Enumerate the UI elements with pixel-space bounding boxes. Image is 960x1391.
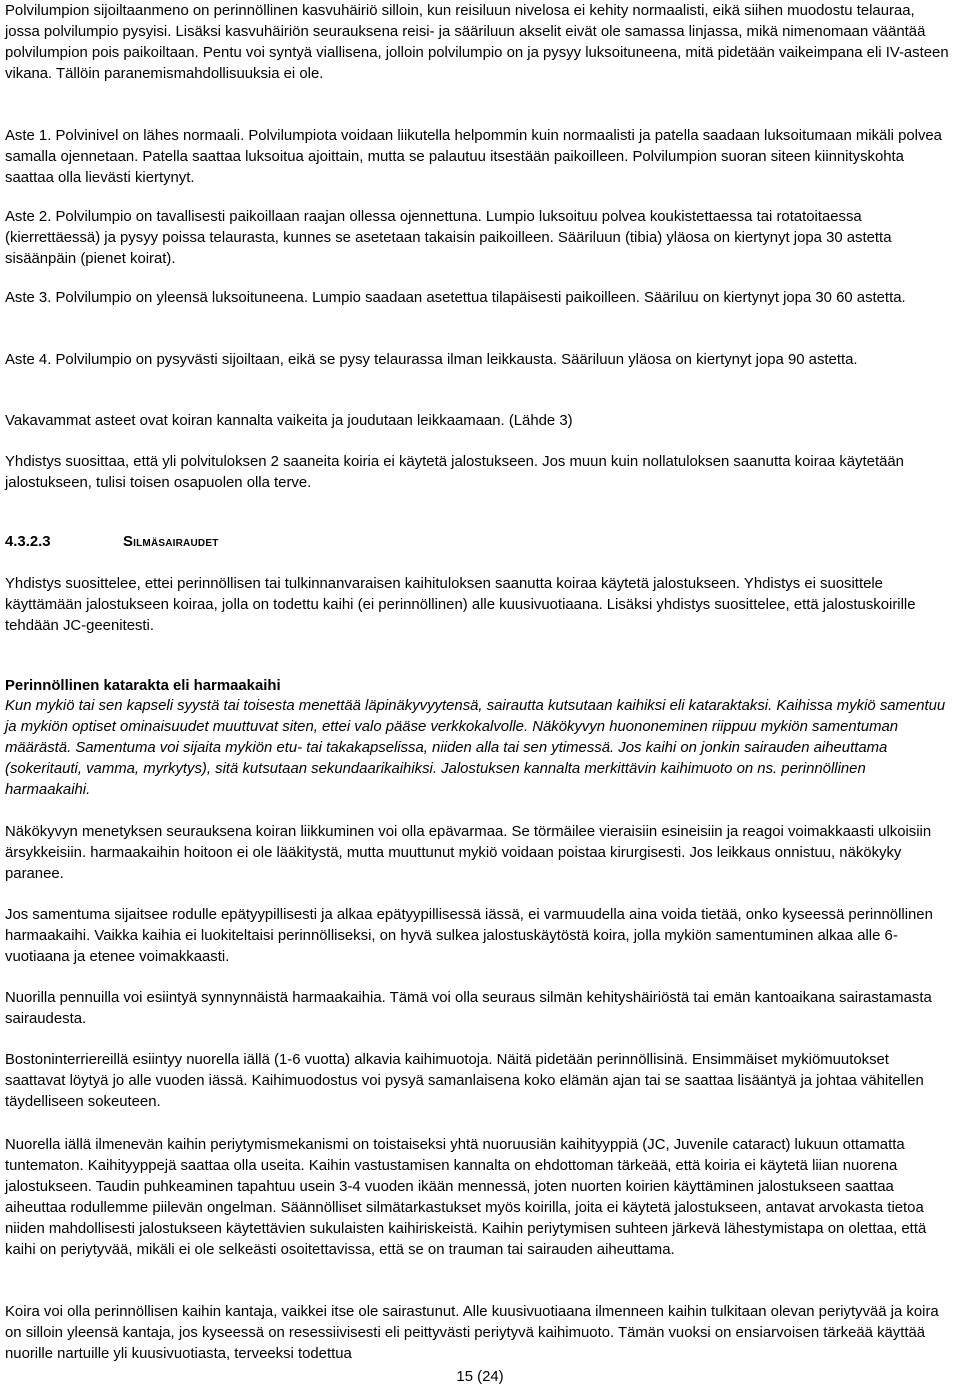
vision-loss-paragraph: Näkökyvyn menetyksen seurauksena koiran liikkuminen voi olla epävarmaa. Se törmäilee vieraisiin esineisiin ja reagoi voimakkaasti ulkoisiin ärsykkeisiin. harmaakaihin hoitoon ei ole lääkitystä, mutta muuttunut mykiö voidaan poistaa kirurgisesti. Jos leikkaus onnistuu, näkökyky paranee. bbox=[5, 824, 932, 882]
grade-1-paragraph: Aste 1. Polvinivel on lähes normaali. Polvilumpiota voidaan liikutella helpommin kuin normaalisti ja patella saadaan luksoitumaan mikäli polvea samalla ojennetaan. Patella saattaa luksoitua ajoittain, mutta se palautuu itsestään paikoilleen. Polvilumpion suoran siteen kiinnityskohta saattaa olla lievästi kiertynyt. bbox=[5, 128, 942, 186]
breeding-recommendation-paragraph: Yhdistys suosittaa, että yli polvituloksen 2 saaneita koiria ei käytetä jalostukseen. Jos muun kuin nollatuloksen saanutta koiraa käytetään jalostukseen, tulisi toisen osapuolen olla terve. bbox=[5, 454, 904, 491]
page-number: 15 (24) bbox=[456, 1369, 504, 1385]
eye-disease-recommendation-paragraph: Yhdistys suosittelee, ettei perinnöllisen tai tulkinnanvaraisen kaihituloksen saanutta koiraa käytetä jalostukseen. Yhdistys ei suosittele käyttämään jalostukseen koiraa, jolla on todettu kaihi (ei perinnöllinen) alle kuusivuotiaana. Lisäksi yhdistys suosittelee, että jalostuskoirille tehdään JC-geenitesti. bbox=[5, 576, 916, 634]
cataract-heading: Perinnöllinen katarakta eli harmaakaihi bbox=[5, 678, 281, 694]
grade-2-paragraph: Aste 2. Polvilumpio on tavallisesti paikoillaan raajan ollessa ojennettuna. Lumpio luksoituu polvea koukistettaessa tai rotatoitaessa (kierrettäessä) ja pysyy poissa telaurasta, kunnes se asetetaan takaisin paikoilleen. Sääriluun (tibia) yläosa on kiertynyt jopa 30 astetta sisäänpäin (pienet koirat). bbox=[5, 209, 892, 267]
grade-4-paragraph: Aste 4. Polvilumpio on pysyvästi sijoiltaan, eikä se pysy telaurassa ilman leikkausta. Sääriluun yläosa on kiertynyt jopa 90 astetta. bbox=[5, 352, 858, 368]
grade-3-paragraph: Aste 3. Polvilumpio on yleensä luksoituneena. Lumpio saadaan asetettua tilapäisesti paikoilleen. Sääriluu on kiertynyt jopa 30 60 astetta. bbox=[5, 290, 906, 306]
severe-grades-paragraph: Vakavammat asteet ovat koiran kannalta vaikeita ja joudutaan leikkaamaan. (Lähde 3) bbox=[5, 413, 573, 429]
boston-terrier-paragraph: Bostoninterriereillä esiintyy nuorella iällä (1-6 vuotta) alkavia kaihimuotoja. Näitä pidetään perinnöllisinä. Ensimmäiset mykiömuutokset saattavat löytyä jo alle vuoden iässä. Kaihimuodostus voi pysyä samanlaisena koko elämän ajan tai se saattaa lisääntyä ja johtaa vähitellen täydelliseen sokeuteen. bbox=[5, 1052, 924, 1110]
atypical-opacity-paragraph: Jos samentuma sijaitsee rodulle epätyypillisesti ja alkaa epätyypillisessä iässä, ei varmuudella aina voida tietää, onko kyseessä perinnöllinen harmaakaihi. Vaikka kaihia ei luokiteltaisi perinnölliseksi, on hyvä sulkea jalostuskäytöstä koira, jolla mykiön samentuminen alkaa alle 6-vuotiaana ja etenee voimakkaasti. bbox=[5, 907, 933, 965]
cataract-definition-paragraph: Kun mykiö tai sen kapseli syystä tai toisesta menettää läpinäkyvyytensä, sairautta kutsutaan kaihiksi eli kataraktaksi. Kaihissa mykiö samentuu ja mykiön optiset ominaisuudet muuttuvat siten, ettei valo pääse verkkokalvolle. Näkökyvyn huononeminen riippuu mykiön samentuman määrästä. Samentuma voi sijaita mykiön etu- tai takakapselissa, niiden alla tai sen ytimessä. Jos kaihi on jonkin sairauden aiheuttama (sokeritauti, vamma, myrkytys), sitä kutsutaan sekundaarikaihiksi. Jalostuksen kannalta merkittävin kaihimuoto on ns. perinnöllinen harmaakaihi. bbox=[5, 698, 946, 798]
intro-paragraph: Polvilumpion sijoiltaanmeno on perinnöllinen kasvuhäiriö silloin, kun reisiluun nivelosa ei kehity normaalisti, eikä siihen muodostu telauraa, jossa polvilumpio pysyisi. Lisäksi kasvuhäiriön seurauksena reisi- ja sääriluun akselit eivät ole samassa linjassa, mikä nimenomaan vääntää polvilumpion pois paikoiltaan. Pentu voi syntyä viallisena, jolloin polvilumpio on ja pysyy luksoituneena, mitä pidetään vaikeimpana eli IV-asteen vikana. Tällöin paranemismahdollisuuksia ei ole. bbox=[5, 3, 949, 82]
congenital-cataract-paragraph: Nuorilla pennuilla voi esiintyä synnynnäistä harmaakaihia. Tämä voi olla seuraus silmän kehityshäiriöstä tai emän kantoaikana sairastamasta sairaudesta. bbox=[5, 990, 932, 1027]
section-title: Silmäsairaudet bbox=[123, 534, 219, 550]
carrier-paragraph: Koira voi olla perinnöllisen kaihin kantaja, vaikkei itse ole sairastunut. Alle kuusivuotiaana ilmenneen kaihin tulkitaan olevan periytyvää ja koira on silloin yleensä kantaja, jos kyseessä on resessiivisesti eli peittyvästi periytyvä kaihimuoto. Tämän vuoksi on ensiarvoisen tärkeää käyttää nuorille nartuille yli kuusivuotiasta, terveeksi todettua bbox=[5, 1304, 939, 1362]
juvenile-cataract-paragraph: Nuorella iällä ilmenevän kaihin periytymismekanismi on toistaiseksi yhtä nuoruusiän kaihityyppiä (JC, Juvenile cataract) lukuun ottamatta tuntematon. Kaihityyppejä saattaa olla useita. Kaihin vastustamisen kannalta on ehdottoman tärkeää, että koiria ei käytetä liian nuorena jalostukseen. Taudin puhkeaminen tapahtuu usein 3-4 vuoden ikään mennessä, joten nuorten koirien käyttäminen jalostukseen saattaa aiheuttaa rodullemme piilevän ongelman. Säännölliset silmätarkastukset myös koirilla, joita ei käytetä jalostukseen, antavat arvokasta tietoa niiden mahdollisesti jalostukseen käytettävien sukulaisten kaihiriskeistä. Kaihin periytymisen suhteen järkevä lähestymistapa on olettaa, että kaihi on periytyvää, mikäli ei ole selkeästi osoitettavissa, että se on trauman tai sairauden aiheuttama. bbox=[5, 1137, 927, 1258]
section-number: 4.3.2.3 bbox=[5, 534, 51, 550]
